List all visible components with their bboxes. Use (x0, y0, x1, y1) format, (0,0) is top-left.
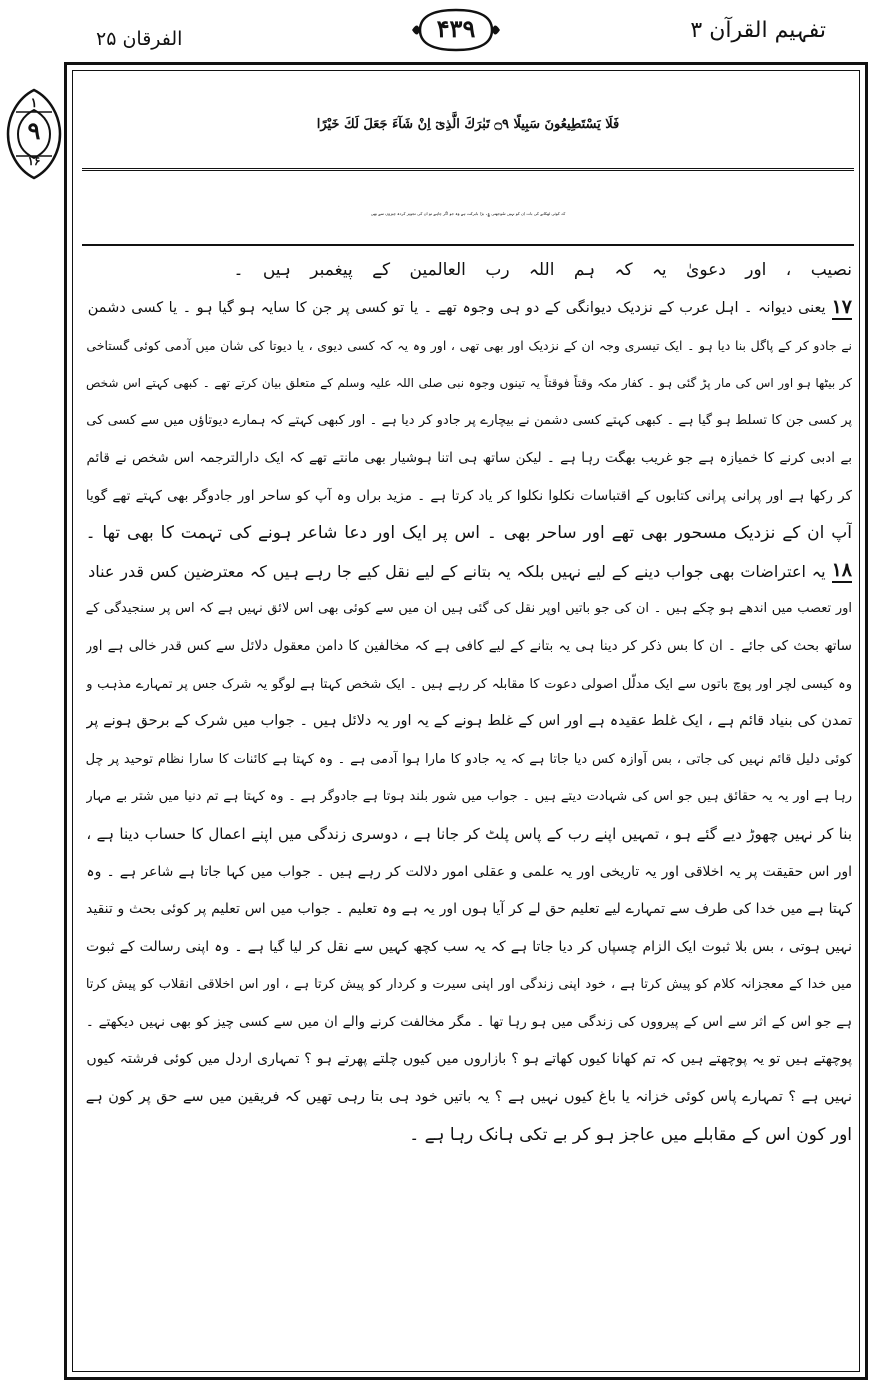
commentary-line (86, 854, 852, 892)
commentary-text: نہیں ہے ؟ تمہارے پاس کوئی خزانہ یا باغ کیوں نہیں ہے ؟ یہ باتیں خود ہی بتا رہی تھیں کہ فریقین میں سے حق پر کون ہے (86, 1089, 852, 1106)
translation-divider (82, 244, 854, 246)
commentary-text: نہیں ہوتی ، بس بلا ثبوت ایک الزام چسپاں کر دیا جاتا ہے کہ یہ سب کچھ کہیں سے نقل کر لیا گیا ہے ۔ وہ اپنی رسالت کے ثبوت (86, 938, 852, 955)
commentary-text: اور اس حقیقت پر یہ اخلاقی اور یہ تاریخی اور یہ علمی و عقلی امور دلالت کر رہے ہیں ۔ جواب میں کہا جاتا ہے شاعر ہے ۔ وہ (86, 863, 852, 880)
commentary-line (86, 478, 852, 516)
page-number-cartouche (408, 6, 504, 54)
commentary-text: ہے جو اس کے اثر سے اس کے پیرووں کی زندگی میں ہو رہا تھا ۔ مگر مخالفت کرنے والے ان میں سے کسی چیز کو بھی نہیں دیکھتے ۔ (86, 1013, 852, 1030)
commentary-line (86, 891, 852, 929)
commentary-line (86, 666, 852, 704)
commentary-line (86, 590, 852, 628)
commentary-text: پوچھتے ہیں تو یہ پوچھتے ہیں کہ تم کھانا کیوں کھاتے ہو ؟ بازاروں میں کیوں چلتے پھرتے ہو ؟ تمہاری اردل میں کوئی فرشتہ کیوں (86, 1051, 852, 1068)
commentary-text: اور کون اس کے مقابلے میں عاجز ہو کر بے تکی ہانک رہا ہے ۔ (409, 1124, 852, 1145)
commentary-text: یہ اعتراضات بھی جواب دینے کے لیے نہیں بلکہ یہ بتانے کے لیے نقل کیے جا رہے ہیں کہ معترضین کس قدر عناد (88, 561, 826, 581)
commentary-text: کوئی دلیل قائم نہیں کی جاتی ، بس آوازہ کس دیا جاتا ہے کہ یہ جادو کا مارا ہوا آدمی ہے ۔ وہ کہتا ہے کائنات کا سارا نظام توحید پر چل (86, 751, 852, 767)
surah-label: الفرقان ۲۵ (96, 28, 183, 50)
commentary-text: رہا ہے اور یہ یہ حقائق ہیں جو اس کی شہادت دیتے ہیں ۔ جواب میں شور بلند ہوتا ہے جادوگر ہے ۔ وہ کہتا ہے تم دنیا میں شتر بے مہار (86, 789, 852, 805)
commentary-line (86, 290, 852, 328)
book-title: تفہیم القرآن ۳ (690, 18, 826, 43)
commentary-line (86, 778, 852, 816)
commentary-text: بے ادبی کرنے کا خمیازہ ہے جو غریب بھگت رہا ہے ۔ لیکن ساتھ ہی اتنا ہوشیار بھی مانتے تھے کہ ایک دارالترجمہ اس شخص نے قائم (86, 449, 852, 466)
commentary-text: وہ کیسی لچر اور پوچ باتوں سے ایک مدلّل اصولی دعوت کا مقابلہ کر رہے ہیں ۔ ایک شخص کہتا ہے لوگو یہ شرک جس پر تمہارے مذہب و (86, 676, 852, 692)
commentary-line (86, 966, 852, 1004)
commentary-line (86, 741, 852, 779)
ruku-middle-number: ۹ (27, 116, 41, 145)
commentary-text: بنا کر نہیں چھوڑ دیے گئے ہو ، تمہیں اپنے رب کے پاس پلٹ کر جانا ہے ، دوسری زندگی میں اپنے اعمال کا حساب دینا ہے ، (86, 824, 852, 843)
commentary-line (86, 929, 852, 967)
commentary-line (86, 553, 852, 591)
commentary-line (86, 327, 852, 365)
commentary-line (86, 1079, 852, 1117)
commentary-line (86, 1041, 852, 1079)
commentary-text: یعنی دیوانہ ۔ اہل عرب کے نزدیک دیوانگی کے دو ہی وجوہ تھے ۔ یا تو کسی پر جن کا سایہ ہو گیا ہو ۔ یا کسی دشمن (87, 299, 826, 316)
commentary-text: کہتا ہے میں خدا کی طرف سے تمہارے لیے تعلیم حق لے کر آیا ہوں اور یہ ہے وہ تعلیم ۔ جواب میں اس تعلیم پر کوئی بحث و تنقید (86, 901, 852, 918)
commentary-text: پر کسی جن کا تسلط ہو گیا ہے ۔ کبھی کہتے کسی دشمن نے بیچارے پر جادو کر دیا ہے ۔ اور کبھی کہتے کہ ہمارے دیوتاؤں میں سے کسی کی (86, 413, 852, 429)
urdu-translation: کہ کوئی ٹھکانے کی بات اِن کو نہیں سُوجھتی ؏۔ بڑا بابرکت ہے وہ جو اگر چاہے تو ان کی تجویز کردہ چیزوں سے بھی (370, 211, 566, 216)
page-number: ۴۳۹ (436, 14, 476, 43)
footnote-number: ۱۷ (831, 295, 852, 318)
commentary-line (86, 1004, 852, 1042)
commentary-line (86, 515, 852, 553)
commentary-text: کر رکھا ہے اور پرانی پرانی کتابوں کے اقتباسات نکلوا نکلوا کر یاد کرتا ہے ۔ مزید براں وہ آپ کو ساحر اور جادوگر بھی کہتے تھے گویا (86, 487, 852, 504)
commentary-line (86, 365, 852, 403)
commentary-text: کر بیٹھا ہو اور اس کی مار پڑ گئی ہو ۔ کفار مکہ وقتاً فوقتاً یہ تینوں وجوہ نبی صلی اللہ علیہ وسلم کے متعلق بیان کرتے تھے ۔ کبھی کہتے اس شخص (86, 375, 852, 390)
commentary-text: اور تعصب میں اندھے ہو چکے ہیں ۔ ان کی جو باتیں اوپر نقل کی گئی ہیں ان میں سے کوئی بھی اس لائق نہیں ہے کہ اس پر سنجیدگی کے (86, 601, 852, 617)
commentary-line (86, 1117, 852, 1155)
commentary-line (86, 440, 852, 478)
arabic-verse: فَلَا يَسْتَطِيعُونَ سَبِيلًا ۝۹ تَبٰرَكَ الَّذِیٓ اِنْ شَآءَ جَعَلَ لَكَ خَيْرًا (316, 117, 620, 132)
commentary-text: ساتھ بحث کی جائے ۔ ان کا بس ذکر کر دینا ہی یہ بتانے کے لیے کافی ہے کہ مخالفین کا دامن معقول دلائل سے کس قدر خالی ہے اور (86, 637, 852, 654)
commentary-body (86, 252, 852, 1154)
commentary-text: آپ ان کے نزدیک مسحور بھی تھے اور ساحر بھی ۔ اس پر ایک اور دعا شاعر ہونے کی تہمت کا بھی تھا ۔ (86, 523, 852, 544)
commentary-text: میں خدا کے معجزانہ کلام کو پیش کرتا ہے ، خود اپنی زندگی اور اپنی سیرت و کردار کو پیش کرتا ہے ، اور اس اخلاقی انقلاب کو پیش کرتا (86, 977, 852, 993)
commentary-text: نصیب ، اور دعویٰ یہ کہ ہم اللہ رب العالمین کے پیغمبر ہیں ۔ (233, 260, 852, 280)
commentary-line (86, 252, 852, 290)
commentary-line (86, 816, 852, 854)
commentary-line (86, 402, 852, 440)
verse-divider (82, 168, 854, 171)
commentary-line (86, 628, 852, 666)
ruku-marker (6, 88, 62, 180)
commentary-text: تمدن کی بنیاد قائم ہے ، ایک غلط عقیدہ ہے اور اس کے غلط ہونے کے یہ اور یہ دلائل ہیں ۔ جواب میں شرک کے برحق ہونے پر (86, 713, 852, 730)
commentary-line (86, 703, 852, 741)
running-header (0, 0, 888, 68)
footnote-number: ۱۸ (831, 558, 852, 581)
ruku-top-number: ۱ (30, 96, 38, 111)
commentary-text: نے جادو کر کے پاگل بنا دیا ہو ۔ ایک تیسری وجہ ان کے نزدیک اور بھی تھی ، اور وہ یہ کہ کسی دیوی ، یا دیوتا کی شان میں آدمی کوئی گستاخی (86, 338, 852, 354)
ruku-bottom-number: ۱۶ (27, 154, 41, 168)
